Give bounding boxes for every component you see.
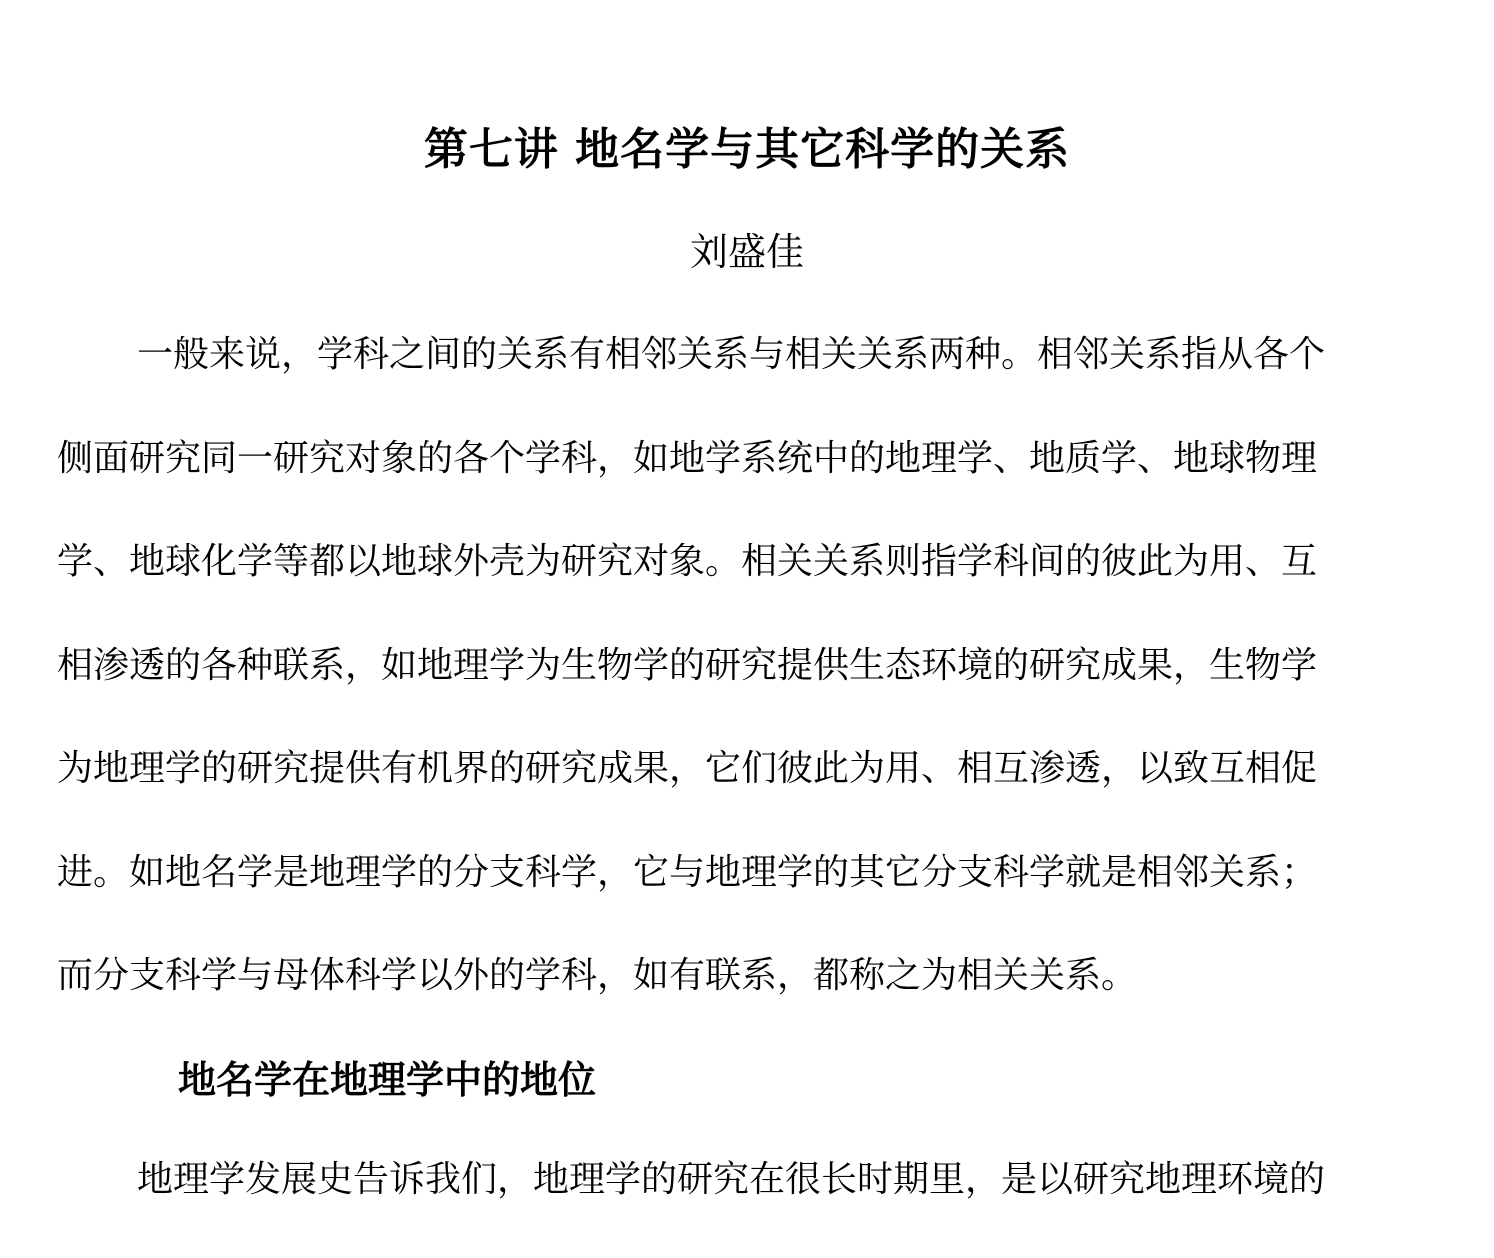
paragraph-line: 而分支科学与母体科学以外的学科，如有联系，都称之为相关关系。 [57,955,1138,996]
paragraph-line: 学、地球化学等都以地球外壳为研究对象。相关关系则指学科间的彼此为用、互 [57,541,1318,582]
paragraph-line: 相渗透的各种联系，如地理学为生物学的研究提供生态环境的研究成果，生物学 [57,644,1318,686]
paragraph-line: 一般来说，学科之间的关系有相邻关系与相关关系两种。相邻关系指从各个 [137,334,1326,375]
page-title: 第七讲 地名学与其它科学的关系 [423,124,1071,175]
paragraph-relations [57,303,1437,1028]
paragraph-line: 进。如地名学是地理学的分支科学，它与地理学的其它分支科学就是相邻关系； [57,851,1318,893]
paragraph-history [57,1128,1437,1232]
paragraph-line: 地理学发展史告诉我们，地理学的研究在很长时期里，是以研究地理环境的 [137,1159,1326,1200]
paragraph-line: 侧面研究同一研究对象的各个学科，如地学系统中的地理学、地质学、地球物理 [57,437,1318,479]
section-heading: 地名学在地理学中的地位 [178,1057,597,1102]
author-name: 刘盛佳 [689,230,804,274]
paragraph-line: 为地理学的研究提供有机界的研究成果，它们彼此为用、相互渗透，以致互相促 [57,748,1318,789]
